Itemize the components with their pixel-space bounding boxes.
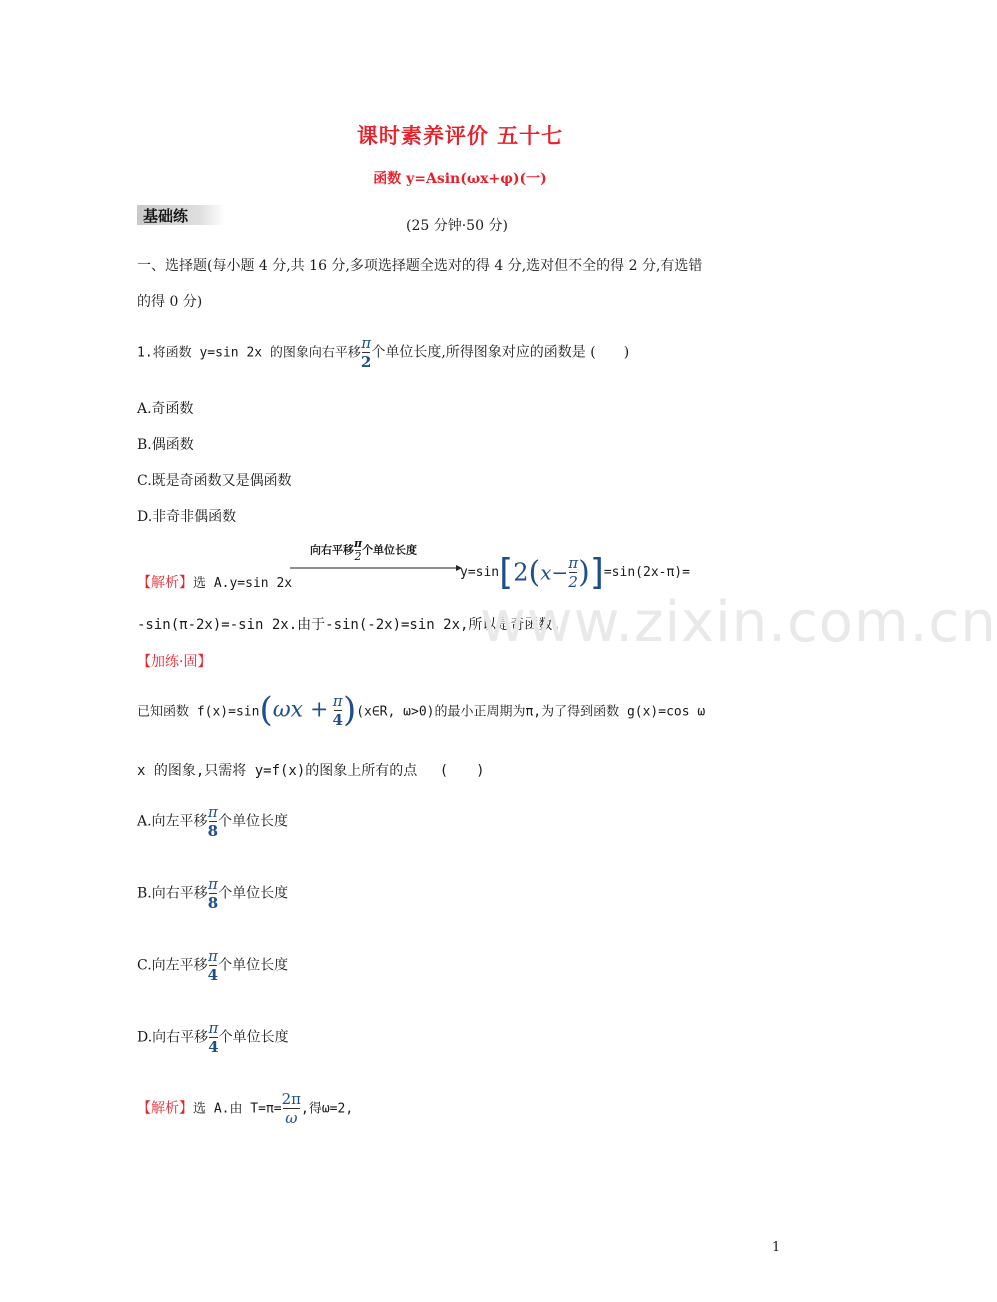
- question-2-stem: [137, 690, 705, 730]
- question-2-option-a: [137, 803, 288, 840]
- fraction-denominator: 4: [208, 1038, 219, 1056]
- fraction-denominator: 4: [207, 966, 219, 984]
- inner-fraction: [568, 554, 578, 591]
- fraction-denominator: 8: [207, 894, 219, 912]
- question-2-fraction: [333, 692, 343, 729]
- option-prefix: C.向左平移: [137, 957, 208, 974]
- arrow-label-fraction: [354, 538, 362, 563]
- fraction-denominator: ω: [285, 1109, 298, 1127]
- part-heading-line2: 的得 0 分): [137, 294, 203, 310]
- analysis-1-line2: -sin(π-2x)=-sin 2x.由于-sin(-2x)=sin 2x,所以是奇函数.: [137, 617, 561, 633]
- fraction-numerator: π: [208, 1019, 219, 1037]
- right-paren: ): [342, 690, 357, 730]
- fraction-denominator: 8: [207, 822, 218, 840]
- question-1-fraction: [361, 334, 371, 371]
- analysis-tag: 【解析】: [137, 1100, 193, 1117]
- fraction-denominator: 4: [332, 710, 343, 729]
- analysis-2-text-end: ,得ω=2,: [301, 1101, 354, 1117]
- option-fraction: [208, 803, 218, 840]
- analysis-1-text-start: 选 A.y=sin 2x: [193, 576, 293, 591]
- option-fraction: [208, 1019, 218, 1056]
- inner-coefficient: 2: [513, 558, 529, 587]
- page-number: 1: [772, 1240, 781, 1255]
- watermark: www.zixin.com.cn: [480, 590, 997, 655]
- analysis-2-fraction: [282, 1090, 301, 1127]
- analysis-1-start: [137, 572, 292, 592]
- question-1-option-c: C.既是奇函数又是偶函数: [137, 473, 292, 489]
- question-1-stem-before: 1.将函数 y=sin 2x 的图象向右平移: [137, 345, 361, 361]
- practice-tag: 【加练·固】: [137, 654, 212, 670]
- fraction-denominator: 2: [354, 550, 362, 563]
- section-banner: [137, 205, 225, 225]
- right-bracket: ]: [589, 552, 604, 593]
- arrow-label-text: 向右平移: [310, 543, 354, 557]
- fraction-numerator: π: [568, 554, 579, 572]
- analysis-2: [137, 1090, 353, 1127]
- left-bracket: [: [499, 552, 514, 593]
- question-1-option-b: B.偶函数: [137, 437, 194, 453]
- question-2-option-b: [137, 875, 288, 912]
- question-1-stem: [137, 334, 629, 371]
- option-suffix: 个单位长度: [218, 1029, 289, 1046]
- fraction-numerator: 2π: [281, 1090, 302, 1108]
- question-1-option-d: D.非奇非偶函数: [137, 509, 237, 525]
- option-suffix: 个单位长度: [218, 885, 289, 902]
- page-title: 课时素养评价 五十七: [356, 123, 564, 148]
- option-fraction: [208, 947, 218, 984]
- question-2-stem-before: 已知函数 f(x)=sin: [137, 704, 260, 720]
- option-prefix: D.向右平移: [137, 1029, 209, 1046]
- transform-arrow: [290, 564, 462, 572]
- question-2-stem-after: (x∈R, ω>0)的最小正周期为π,为了得到函数 g(x)=cos ω: [356, 704, 706, 720]
- option-suffix: 个单位长度: [218, 813, 288, 830]
- result-suffix: =sin(2x-π)=: [603, 565, 690, 580]
- fraction-numerator: π: [207, 803, 218, 821]
- option-prefix: B.向右平移: [137, 885, 208, 902]
- fraction-numerator: π: [208, 875, 218, 893]
- question-2-option-c: [137, 947, 288, 984]
- question-1-stem-after: 个单位长度,所得图象对应的函数是 ( ): [371, 344, 630, 361]
- time-note: (25 分钟·50 分): [406, 218, 508, 234]
- option-fraction: [208, 875, 218, 912]
- question-1-option-a: A.奇函数: [137, 401, 194, 417]
- fraction-denominator: 2: [568, 573, 578, 591]
- option-suffix: 个单位长度: [218, 957, 289, 974]
- arrow-label-after: 个单位长度: [362, 543, 418, 557]
- right-paren: ): [578, 555, 590, 590]
- fraction-denominator: 2: [360, 353, 372, 371]
- left-paren: (: [528, 555, 541, 590]
- part-heading-line1: 一、选择题(每小题 4 分,共 16 分,多项选择题全选对的得 4 分,选对但不全的得 2 分,有选错: [137, 258, 703, 274]
- fraction-numerator: π: [332, 691, 343, 710]
- analysis-tag: 【解析】: [137, 575, 193, 591]
- analysis-1-result: [460, 552, 690, 593]
- analysis-2-text-start: 选 A.由 T=π=: [193, 1101, 282, 1117]
- arrow-label: [310, 538, 417, 563]
- question-2-option-d: [137, 1019, 289, 1056]
- page-subtitle: 函数 y=Asin(ωx+φ)(一): [373, 171, 547, 187]
- question-2-stem-line2: x 的图象,只需将 y=f(x)的图象上所有的点 ( ): [137, 763, 485, 779]
- inner-variable: x−: [540, 560, 569, 585]
- fraction-numerator: π: [207, 947, 218, 965]
- left-paren: (: [259, 690, 273, 730]
- fraction-numerator: π: [354, 537, 363, 550]
- fraction-numerator: π: [361, 334, 372, 352]
- option-prefix: A.向左平移: [137, 813, 208, 830]
- result-prefix: y=sin: [460, 565, 500, 580]
- section-banner-label: 基础练: [143, 207, 189, 225]
- question-2-formula: ωx +: [272, 697, 329, 723]
